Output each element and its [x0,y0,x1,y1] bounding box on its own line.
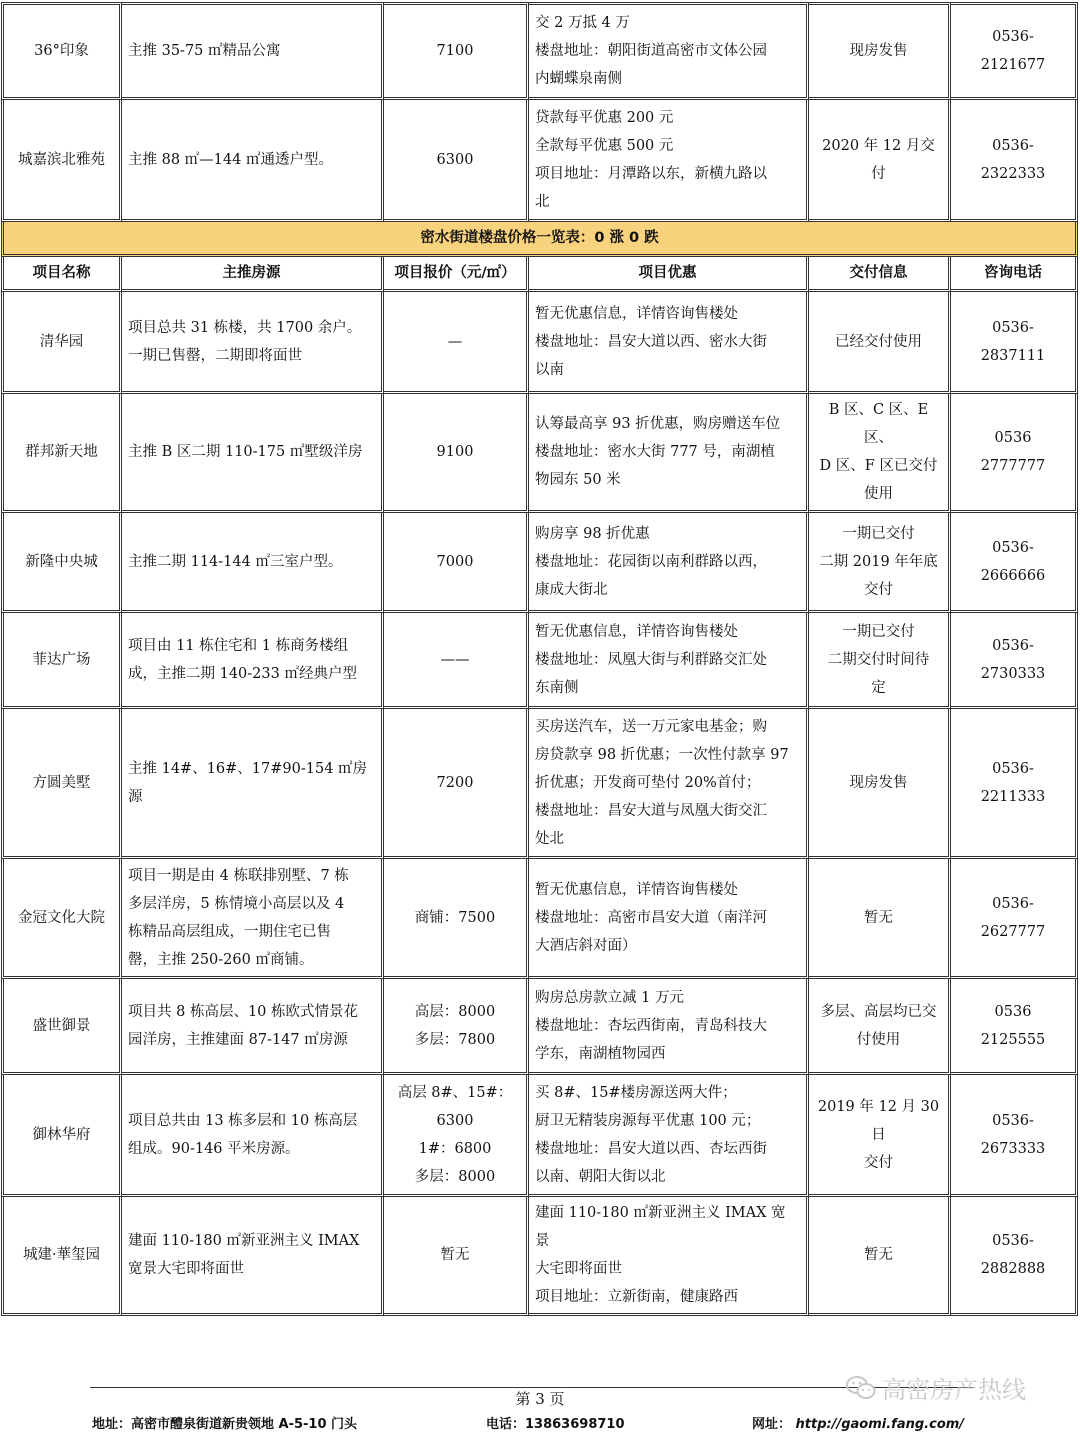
cell-line: 北 [535,193,550,210]
cell-line: 主推 B 区二期 110-175 ㎡墅级洋房 [128,444,363,460]
cell-line: 交付 [864,1154,893,1171]
cell-line: 0536- [992,137,1034,154]
cell-line: 现房发售 [849,43,908,59]
table-row [1,513,1078,613]
watermark-text: 高密房产热线 [882,1376,1026,1404]
cell-line: 成，主推二期 140-233 ㎡经典户型 [128,665,357,682]
cell-line: 楼盘地址：昌安大道与凤凰大街交汇 [535,802,767,819]
cell-line: 一期已交付 [842,623,915,640]
cell-line: 宽景大宅即将面世 [128,1261,244,1277]
cell-line: 0536- [992,895,1034,912]
project-name-cell: 新隆中央城 [1,513,122,613]
cell-line: 2019 年 12 月 30 日 [817,1098,940,1143]
main-source-cell [122,859,384,979]
table-row [1,2,1078,100]
delivery-cell [809,513,951,613]
delivery-cell [809,1197,951,1316]
phone-cell [951,1075,1078,1197]
cell-line: 二期交付时间待 [827,651,930,668]
cell-line: 一期已售罄，二期即将面世 [128,347,302,364]
main-source-cell [122,613,384,709]
price-cell [384,394,529,513]
cell-line: 多层洋房，5 栋情境小高层以及 4 [128,895,345,912]
cell-line: 以南、朝阳大街以北 [535,1168,666,1185]
price-cell [384,1075,529,1197]
cell-line: 购房总房款立减 1 万元 [535,989,684,1006]
column-header: 项目名称 [1,257,122,292]
promo-cell [529,292,809,394]
table-row [1,292,1078,394]
cell-line: 2121677 [980,57,1046,73]
cell-line: 组成。90-146 平米房源。 [128,1140,300,1157]
phone-cell [951,292,1078,394]
price-cell [384,613,529,709]
cell-line: 交付 [864,581,893,598]
delivery-cell [809,1075,951,1197]
promo-cell [529,1075,809,1197]
cell-line: 项目地址：月潭路以东，新横九路以 [535,165,767,182]
promo-cell [529,859,809,979]
cell-line: 高层：8000 [414,1003,496,1020]
phone-cell [951,709,1078,859]
price-cell [384,292,529,394]
cell-line: 楼盘地址：凤凰大街与利群路交汇处 [535,651,767,668]
cell-line: 处北 [535,830,564,847]
delivery-cell [809,100,951,222]
promo-cell [529,100,809,222]
delivery-cell [809,709,951,859]
promo-cell [529,709,809,859]
footer-website [752,1413,964,1432]
cell-line: 2673333 [980,1140,1046,1157]
cell-line: 使用 [864,486,893,502]
cell-line: 楼盘地址：花园街以南利群路以西， [535,553,767,570]
delivery-cell [809,979,951,1075]
section-title-row [1,222,1078,257]
cell-line: 7000 [436,553,474,570]
project-name-cell: 御林华府 [1,1075,122,1197]
cell-line: 暂无优惠信息，详情咨询售楼处 [535,623,738,640]
price-cell [384,100,529,222]
cell-line: B 区、C 区、E 区、 [828,402,929,446]
cell-line: 项目由 11 栋住宅和 1 栋商务楼组 [128,637,349,654]
cell-line: 多层、高层均已交 [820,1003,937,1020]
phone-cell [951,100,1078,222]
main-source-cell [122,1197,384,1316]
project-name-cell: 菲达广场 [1,613,122,709]
cell-line: 楼盘地址：杏坛西街南，青岛科技大 [535,1017,767,1034]
table-header-row [1,257,1078,292]
cell-line: 2211333 [980,788,1046,805]
cell-line: 多层：8000 [414,1168,496,1185]
delivery-cell [809,859,951,979]
price-cell [384,709,529,859]
cell-line: 2882888 [980,1261,1046,1277]
cell-line: 项目地址：立新街南，健康路西 [535,1289,738,1305]
table-row [1,709,1078,859]
price-cell [384,1197,529,1316]
footer-phone: 电话：13863698710 [486,1417,625,1432]
cell-line: 暂无 [864,1247,893,1263]
cell-line: 2666666 [980,567,1046,584]
cell-line: 9100 [436,444,474,460]
delivery-cell [809,613,951,709]
phone-cell [951,513,1078,613]
cell-line: 2837111 [980,347,1046,364]
column-header: 咨询电话 [951,257,1078,292]
cell-line: 主推 88 ㎡—144 ㎡通透户型。 [128,151,333,168]
main-source-cell [122,394,384,513]
column-header: 交付信息 [809,257,951,292]
cell-line: 折优惠；开发商可垫付 20%首付； [535,774,761,791]
table-row [1,1075,1078,1197]
cell-line: 0536- [992,319,1034,336]
cell-line: 2020 年 12 月交付 [822,137,935,182]
cell-line: 项目总共 31 栋楼，共 1700 余户。 [128,319,362,336]
price-table [1,2,1078,1316]
cell-line: 7200 [436,774,474,791]
project-name-cell: 清华园 [1,292,122,394]
cell-line: 2777777 [980,458,1046,474]
cell-line: 内蝴蝶泉南侧 [535,71,622,87]
cell-line: 楼盘地址：密水大街 777 号，南湖植 [535,444,775,460]
cell-line: 主推 14#、16#、17#90-154 ㎡房源 [128,760,368,805]
cell-line: 大酒店斜对面） [535,937,637,954]
cell-line: 暂无优惠信息，详情咨询售楼处 [535,881,738,898]
cell-line: 大宅即将面世 [535,1261,622,1277]
promo-cell [529,613,809,709]
wechat-icon [846,1375,876,1401]
cell-line: 0536- [992,1233,1034,1249]
cell-line: 0536 [994,430,1032,446]
watermark [846,1370,1026,1405]
price-cell [384,2,529,100]
column-header: 项目报价（元/㎡） [384,257,529,292]
promo-cell [529,1197,809,1316]
cell-line: 1#：6800 [418,1140,492,1157]
delivery-cell [809,394,951,513]
table-row [1,1197,1078,1316]
footer-address: 地址：高密市醴泉街道新贵领地 A-5-10 门头 [92,1417,358,1432]
main-source-cell [122,292,384,394]
cell-line: 暂无优惠信息，详情咨询售楼处 [535,305,738,322]
cell-line: 高层 8#、15#：6300 [397,1084,513,1129]
project-name-cell: 群邦新天地 [1,394,122,513]
cell-line: 项目总共由 13 栋多层和 10 栋高层 [128,1112,358,1129]
cell-line: 多层：7800 [414,1031,496,1048]
main-source-cell [122,709,384,859]
project-name-cell: 方圆美墅 [1,709,122,859]
cell-line: 以南 [535,361,564,378]
cell-line: 商铺：7500 [414,909,496,926]
cell-line: 建面 110-180 ㎡新亚洲主义 IMAX 宽景 [535,1205,786,1249]
table-row [1,979,1078,1075]
table-row [1,394,1078,513]
cell-line: 认筹最高享 93 折优惠，购房赠送车位 [535,416,781,432]
cell-line: 2125555 [980,1031,1046,1048]
cell-line: 暂无 [864,909,893,926]
main-source-cell [122,2,384,100]
delivery-cell [809,2,951,100]
cell-line: 0536- [992,760,1034,777]
cell-line: 物园东 50 米 [535,472,621,488]
cell-line: 现房发售 [849,774,908,791]
cell-line: 栋精品高层组成，一期住宅已售 [128,923,331,940]
cell-line: 楼盘地址：昌安大道以西、密水大街 [535,333,767,350]
cell-line: D 区、F 区已交付 [819,458,938,474]
cell-line: 2627777 [980,923,1046,940]
cell-line: 6300 [436,151,474,168]
cell-line: 园洋房，主推建面 87-147 ㎡房源 [128,1031,348,1048]
cell-line: 2322333 [980,165,1046,182]
cell-line: 学东，南湖植物园西 [535,1045,666,1062]
phone-cell [951,613,1078,709]
project-name-cell: 盛世御景 [1,979,122,1075]
cell-line: 0536 [994,1003,1032,1020]
delivery-cell [809,292,951,394]
cell-line: 0536- [992,539,1034,556]
cell-line: 交 2 万抵 4 万 [535,15,630,31]
cell-line: 一期已交付 [842,525,915,542]
cell-line: 项目共 8 栋高层、10 栋欧式情景花 [128,1003,359,1020]
cell-line: 全款每平优惠 500 元 [535,137,674,154]
cell-line: 厨卫无精装房源每平优惠 100 元； [535,1112,761,1129]
cell-line: 楼盘地址：朝阳街道高密市文体公园 [535,43,767,59]
cell-line: 主推 35-75 ㎡精品公寓 [128,43,281,59]
promo-cell [529,394,809,513]
footer-website-label: 网址： [752,1417,792,1432]
main-source-cell [122,100,384,222]
cell-line: 2730333 [980,665,1046,682]
project-name-cell: 金冠文化大院 [1,859,122,979]
phone-cell [951,979,1078,1075]
cell-line: 0536- [992,1112,1034,1129]
cell-line: 7100 [436,43,474,59]
promo-cell [529,2,809,100]
cell-line: 项目一期是由 4 栋联排别墅、7 栋 [128,867,349,884]
cell-line: — [447,333,463,350]
cell-line: 罄，主推 250-260 ㎡商铺。 [128,951,314,968]
cell-line: 康成大街北 [535,581,608,598]
table-row [1,859,1078,979]
cell-line: 购房享 98 折优惠 [535,525,650,542]
phone-cell [951,859,1078,979]
cell-line: 主推二期 114-144 ㎡三室户型。 [128,553,343,570]
cell-line: 定 [871,679,886,696]
cell-line: 房贷款享 98 折优惠；一次性付款享 97 [535,746,789,763]
cell-line: 楼盘地址：昌安大道以西、杏坛西街 [535,1140,767,1157]
cell-line: 楼盘地址：高密市昌安大道（南洋河 [535,909,767,926]
cell-line: 买房送汽车，送一万元家电基金；购 [535,718,767,735]
promo-cell [529,979,809,1075]
table-row [1,100,1078,222]
phone-cell [951,1197,1078,1316]
project-name-cell: 城建·華玺园 [1,1197,122,1316]
cell-line: 付使用 [856,1031,901,1048]
section-title: 密水街道楼盘价格一览表：0 涨 0 跌 [1,222,1078,257]
cell-line: —— [440,651,470,668]
cell-line: 贷款每平优惠 200 元 [535,109,674,126]
cell-line: 东南侧 [535,679,579,696]
cell-line: 建面 110-180 ㎡新亚洲主义 IMAX [128,1233,360,1249]
cell-line: 0536- [992,29,1034,45]
project-name-cell: 36°印象 [1,2,122,100]
project-name-cell: 城嘉滨北雅苑 [1,100,122,222]
cell-line: 买 8#、15#楼房源送两大件； [535,1084,737,1101]
cell-line: 0536- [992,637,1034,654]
price-cell [384,979,529,1075]
table-row [1,613,1078,709]
column-header: 项目优惠 [529,257,809,292]
price-cell [384,859,529,979]
main-source-cell [122,979,384,1075]
promo-cell [529,513,809,613]
cell-line: 暂无 [440,1247,470,1263]
cell-line: 已经交付使用 [835,333,922,350]
main-source-cell [122,1075,384,1197]
cell-line: 二期 2019 年年底 [819,553,938,570]
column-header: 主推房源 [122,257,384,292]
phone-cell [951,394,1078,513]
page-number: 第 3 页 [515,1390,565,1408]
footer-website-url[interactable]: http://gaomi.fang.com/ [795,1417,965,1432]
phone-cell [951,2,1078,100]
main-source-cell [122,513,384,613]
price-cell [384,513,529,613]
